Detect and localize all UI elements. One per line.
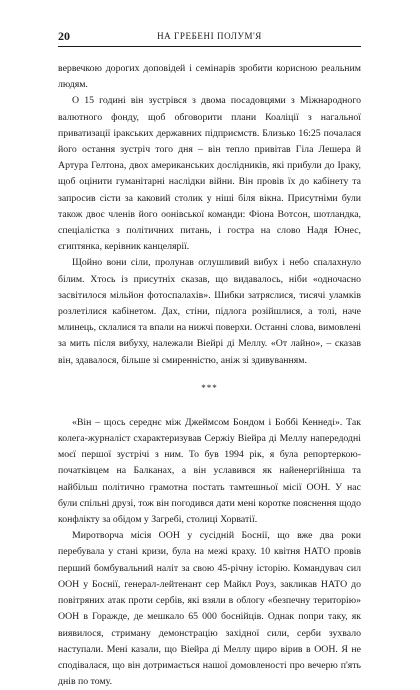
paragraph: О 15 годині він зустрівся з двома посадовцями з Міжнародного валютного фонду, щоб обговорити плани Коаліції з нагальної приватизації іракських державних підприємств. Близько 16:25 почалася його остання зустріч того дня – він тепло привітав Гіла Лешера й Артура Гелтона, двох американських дослідників, які прибули до Іраку, щоб оцінити гуманітарні наслідки війни. Він провів їх до кабінету та запросив сісти за каковий столик у ніші біля вікна. Присутніми були також двоє членів його оонівської команди: Фіона Вотсон, шотландка, спеціалістка з політичних питань, і гостра на слово Надя Юнес, єгиптянка, керівник канцелярії. — [58, 95, 361, 253]
running-title: НА ГРЕБЕНІ ПОЛУМ'Я — [157, 31, 262, 41]
paragraph: Щойно вони сіли, пролунав оглушливий вибух і небо спалахнуло білим. Хтось із присутніх сказав, що видавалось, ніби «одночасно засвітилося мільйон фотоспалахів». Шибки затряслися, тисячі уламків розлетілися кабінетом. Дах, стіни, підлога розійшлися, а толі, наче млинець, склалися та впали на нижчі поверхи. Останні слова, вимовлені за мить після вибуху, належали Віейрі ді Меллу. «От лайно», – сказав він, здавалося, більше зі смиренністю, аніж зі здивуванням. — [58, 257, 362, 366]
section-separator: *** — [201, 382, 218, 393]
paragraph: Миротворча місія ООН у сусідній Боснії, що вже два роки перебувала у стані кризи, була на межі краху. 10 квітня НАТО провів перший бомбувальний наліт за свою 45-річну історію. Командувач сил ООН у Боснії, генерал-лейтенант сер Майкл Роуз, закликав НАТО до повітряних атак проти сербів, які взяли в облогу «безпечну територію» ООН в Горажде, де мешкало 65 000 боснійців. Однак попри таку, як виявилося, стриману демонстрацію західної сили, серби зухвало наступали. Мені казали, що Віейра ді Меллу щиро вірив в ООН. Я не сподівалася, що він дотримається нашої домовленості про вечерю п'ять днів по тому. — [58, 530, 361, 688]
paragraph: вервечкою дорогих доповідей і семінарів зробити корисною реальним людям. — [58, 63, 361, 91]
paragraph: «Він – щось середнє між Джеймсом Бондом і Боббі Кеннеді». Так колега-журналіст схарактеризував Сержіу Віейра ді Меллу напередодні моєї першої зустрічі з ним. То був 1994 рік, я була репортеркою-початківцем на Балканах, а він уславився як найенергійніша та найбільш політично грамотна постать тамтешньої місії ООН. У нас були спільні друзі, тож він погодився дати мені коротке пояснення щодо конфлікту за обідом у Загребі, столиці Хорватії. — [58, 416, 361, 526]
page-number: 20 — [58, 29, 70, 43]
body-text — [58, 61, 361, 690]
running-head — [58, 26, 361, 47]
book-page — [58, 26, 361, 690]
